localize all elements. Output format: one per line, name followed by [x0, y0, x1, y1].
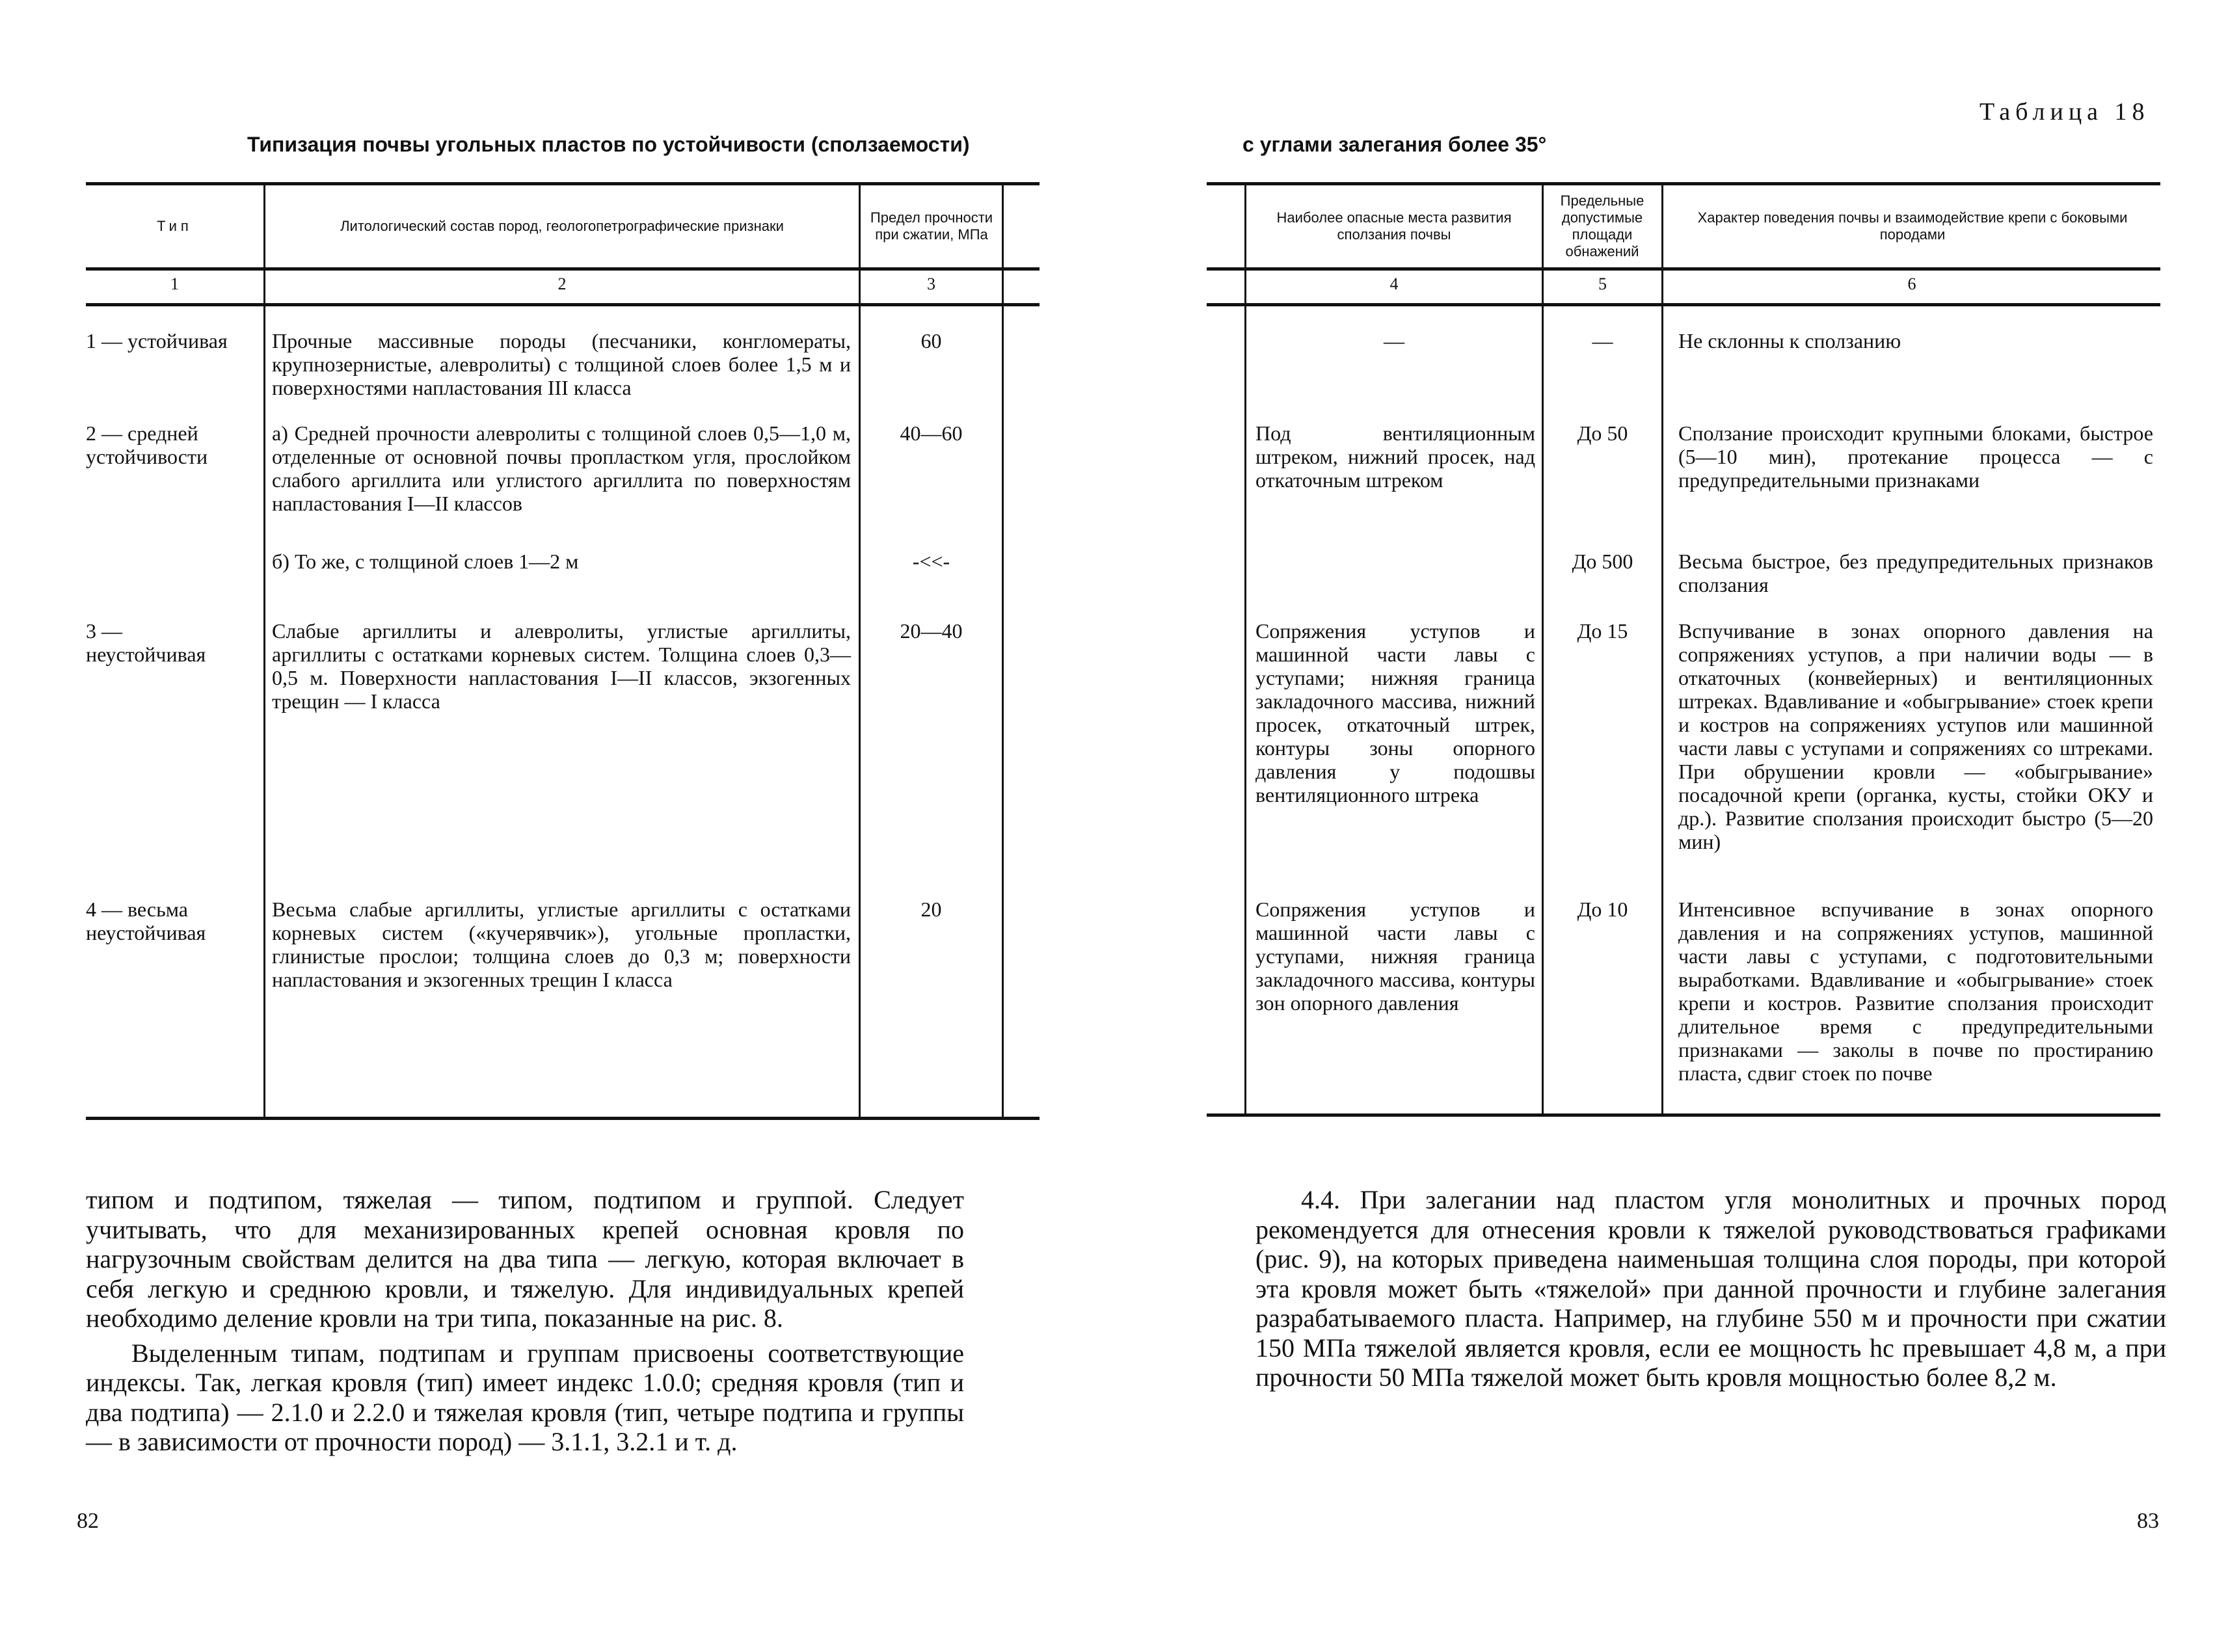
header-strength: Предел прочности при сжатии, МПа — [870, 209, 993, 243]
col-number: 1 — [170, 274, 179, 293]
page-number-left: 82 — [77, 1509, 99, 1533]
col-number: 6 — [1907, 274, 1916, 293]
row-strength: 60 — [920, 329, 942, 353]
row-strength: -<<- — [912, 550, 950, 573]
paragraph: Выделенным типам, подтипам и группам присвоены соответствующие индексы. Так, легкая кровля (тип) имеет индекс 1.0.0; средняя кровля (тип и два подтипа) — 2.1.0 и 2.2.0 и тяжелая кровля (тип, четыре подтипа и группы — в зависимости от прочности пород) — 3.1.1, 3.2.1 и т. д. — [86, 1338, 964, 1456]
row-lithology: Слабые аргиллиты и алевролиты, углистые аргиллиты, аргиллиты с остатками корневых систем. Толщина слоев 0,3—0,5 м. Поверхности напластования I—II классов, экзогенных трещин — I класса — [272, 619, 851, 713]
row-behavior: Весьма быстрое, без предупредительных признаков сползания — [1678, 550, 2153, 596]
row-area: До 10 — [1577, 898, 1628, 921]
row-type: 3 — неустойчивая — [86, 619, 206, 666]
row-places: Сопряжения уступов и машинной части лавы с уступами, нижняя граница закладочного массива, контуры зон опорного давления — [1255, 898, 1535, 1015]
body-text-right — [1255, 1185, 2166, 1392]
header-behavior: Характер поведения почвы и взаимодействие крепи с боковыми породами — [1697, 209, 2128, 243]
paragraph: типом и подтипом, тяжелая — типом, подтипом и группой. Следует учитывать, что для механизированных крепей основная кровля по нагрузочным свойствам делится на два типа — легкую, которая включает в себя легкую и среднюю кровли, и тяжелую. Для индивидуальных крепей необходимо деление кровли на три типа, показанные на рис. 8. — [86, 1185, 964, 1333]
row-places: Сопряжения уступов и машинной части лавы с уступами; нижняя граница закладочного массива, нижний просек, откаточный штрек, контуры зоны опорного давления у подошвы вентиляционного штрека — [1255, 619, 1535, 806]
header-places: Наиболее опасные места развития сползания почвы — [1276, 209, 1512, 243]
col-number: 2 — [557, 274, 567, 293]
row-behavior: Интенсивное вспучивание в зонах опорного давления и на сопряжениях уступов, машинной части лавы с уступами, с подготовительными выработками. Вдавливание и «обыгрывание» стоек крепи и костров. Развитие сползания происходит длительное время с предупредительными признаками — заколы в почве по простиранию пласта, сдвиг стоек по почве — [1678, 898, 2153, 1085]
paragraph: 4.4. При залегании над пластом угля монолитных и прочных пород рекомендуется для отнесения кровли к тяжелой руководствоваться графиками (рис. 9), на которых приведена наименьшая толщина слоя породы, при которой эта кровля может быть «тяжелой» при данной прочности и глубине залегания разрабатываемого пласта. Например, на глубине 550 м и прочности при сжатии 150 МПа тяжелой является кровля, если ее мощность hc превышает 4,8 м, а при прочности 50 МПа тяжелой может быть кровля мощностью более 8,2 м. — [1255, 1185, 2166, 1392]
row-lithology: Прочные массивные породы (песчаники, конгломераты, крупнозернистые, алевролиты) с толщиной слоев более 1,5 м и поверхностями напластования III класса — [272, 329, 851, 399]
col-number: 5 — [1598, 274, 1607, 293]
page-number-right: 83 — [2137, 1509, 2159, 1533]
row-strength: 20 — [920, 898, 942, 921]
col-number: 3 — [927, 274, 935, 293]
row-area: До 50 — [1577, 421, 1628, 445]
table-title-left: Типизация почвы угольных пластов по устойчивости (сползаемости) — [247, 133, 970, 156]
row-type: 1 — устойчивая — [86, 329, 228, 353]
row-type: 2 — средней устойчивости — [86, 421, 208, 468]
row-type: 4 — весьма неустойчивая — [86, 898, 206, 944]
row-area: До 15 — [1577, 619, 1628, 643]
row-strength: 40—60 — [900, 421, 963, 445]
col-number: 4 — [1389, 274, 1399, 293]
header-lithology: Литологический состав пород, геологопетрографические признаки — [340, 218, 784, 234]
row-places: Под вентиляционным штреком, нижний просек, над откаточным штреком — [1255, 421, 1535, 492]
row-lithology: а) Средней прочности алевролиты с толщиной слоев 0,5—1,0 м, отделенные от основной почвы пропластком угля, прослойком слабого аргиллита или углистого аргиллита по поверхностям напластования I—II классов — [272, 421, 851, 515]
header-type: Тип — [157, 218, 193, 234]
row-behavior: Вспучивание в зонах опорного давления на сопряжениях уступов, а при наличии воды — в откаточных (конвейерных) и вентиляционных штреках. Вдавливание и «обыгрывание» стоек крепи и костров на сопряжениях уступов или машинной части лавы с уступами и сопряжениях со штреками. При обрушении кровли — «обыгрывание» посадочной крепи (органка, кусты, стойки ОКУ и др.). Развитие сползания происходит быстро (5—20 мин) — [1678, 619, 2153, 853]
row-lithology: б) То же, с толщиной слоев 1—2 м — [272, 550, 579, 573]
row-behavior: Не склонны к сползанию — [1678, 329, 1901, 353]
row-area: — — [1592, 329, 1613, 353]
table-title-right: с углами залегания более 35° — [1242, 133, 1547, 156]
row-area: До 500 — [1572, 550, 1633, 573]
row-lithology: Весьма слабые аргиллиты, углистые аргиллиты с остатками корневых систем («кучерявчик»), угольные пропластки, глинистые прослои; толщина слоев до 0,3 м; поверхности напластования и экзогенных трещин I класса — [272, 898, 851, 991]
body-text-left — [86, 1185, 964, 1457]
row-strength: 20—40 — [900, 619, 963, 643]
row-places: — — [1384, 329, 1404, 353]
table-label: Таблица 18 — [1980, 98, 2150, 126]
header-area: Предельные допустимые площади обнажений — [1560, 193, 1644, 260]
row-behavior: Сползание происходит крупными блоками, быстрое (5—10 мин), протекание процесса — с предупредительными признаками — [1678, 421, 2153, 492]
